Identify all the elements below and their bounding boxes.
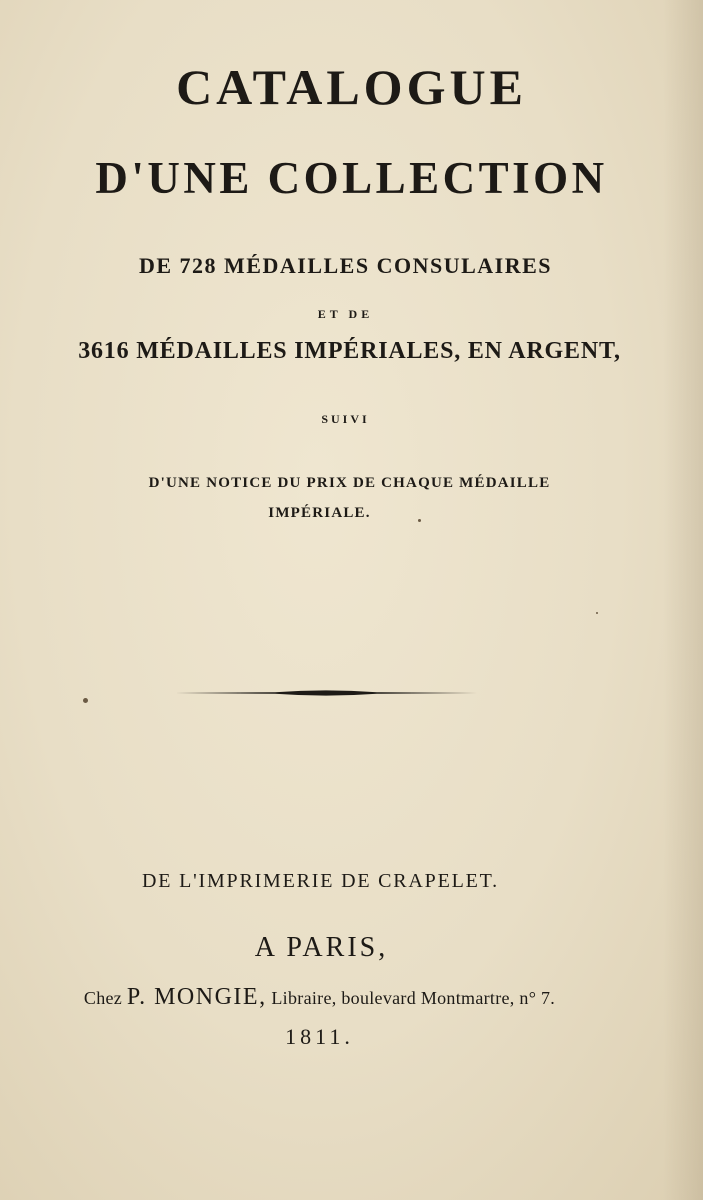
subtitle-et-de: ET DE [317, 307, 374, 321]
bookseller-name: P. MONGIE, [126, 984, 267, 1010]
paper-speck [418, 519, 421, 522]
paper-speck [596, 612, 598, 614]
title-collection: D'UNE COLLECTION [95, 153, 608, 203]
city-line: A PARIS, [254, 932, 389, 963]
printer-line: DE L'IMPRIMERIE DE CRAPELET. [142, 870, 499, 892]
subtitle-consular-medals: DE 728 MÉDAILLES CONSULAIRES [138, 253, 553, 278]
notice-line-2: IMPÉRIALE. [268, 505, 371, 521]
bookseller-line [0, 984, 671, 1011]
subtitle-imperial-medals: 3616 MÉDAILLES IMPÉRIALES, EN ARGENT, [78, 338, 621, 364]
ornamental-rule [175, 686, 477, 700]
bookseller-address: Libraire, boulevard Montmartre, n° 7. [271, 988, 556, 1008]
bookseller-prefix: Chez [83, 988, 123, 1008]
publication-year: 1811. [285, 1024, 354, 1049]
notice-line-1: D'UNE NOTICE DU PRIX DE CHAQUE MÉDAILLE [148, 475, 551, 491]
subtitle-suivi: SUIVI [321, 412, 370, 426]
title-catalogue: CATALOGUE [176, 59, 527, 115]
paper-speck [83, 698, 88, 703]
